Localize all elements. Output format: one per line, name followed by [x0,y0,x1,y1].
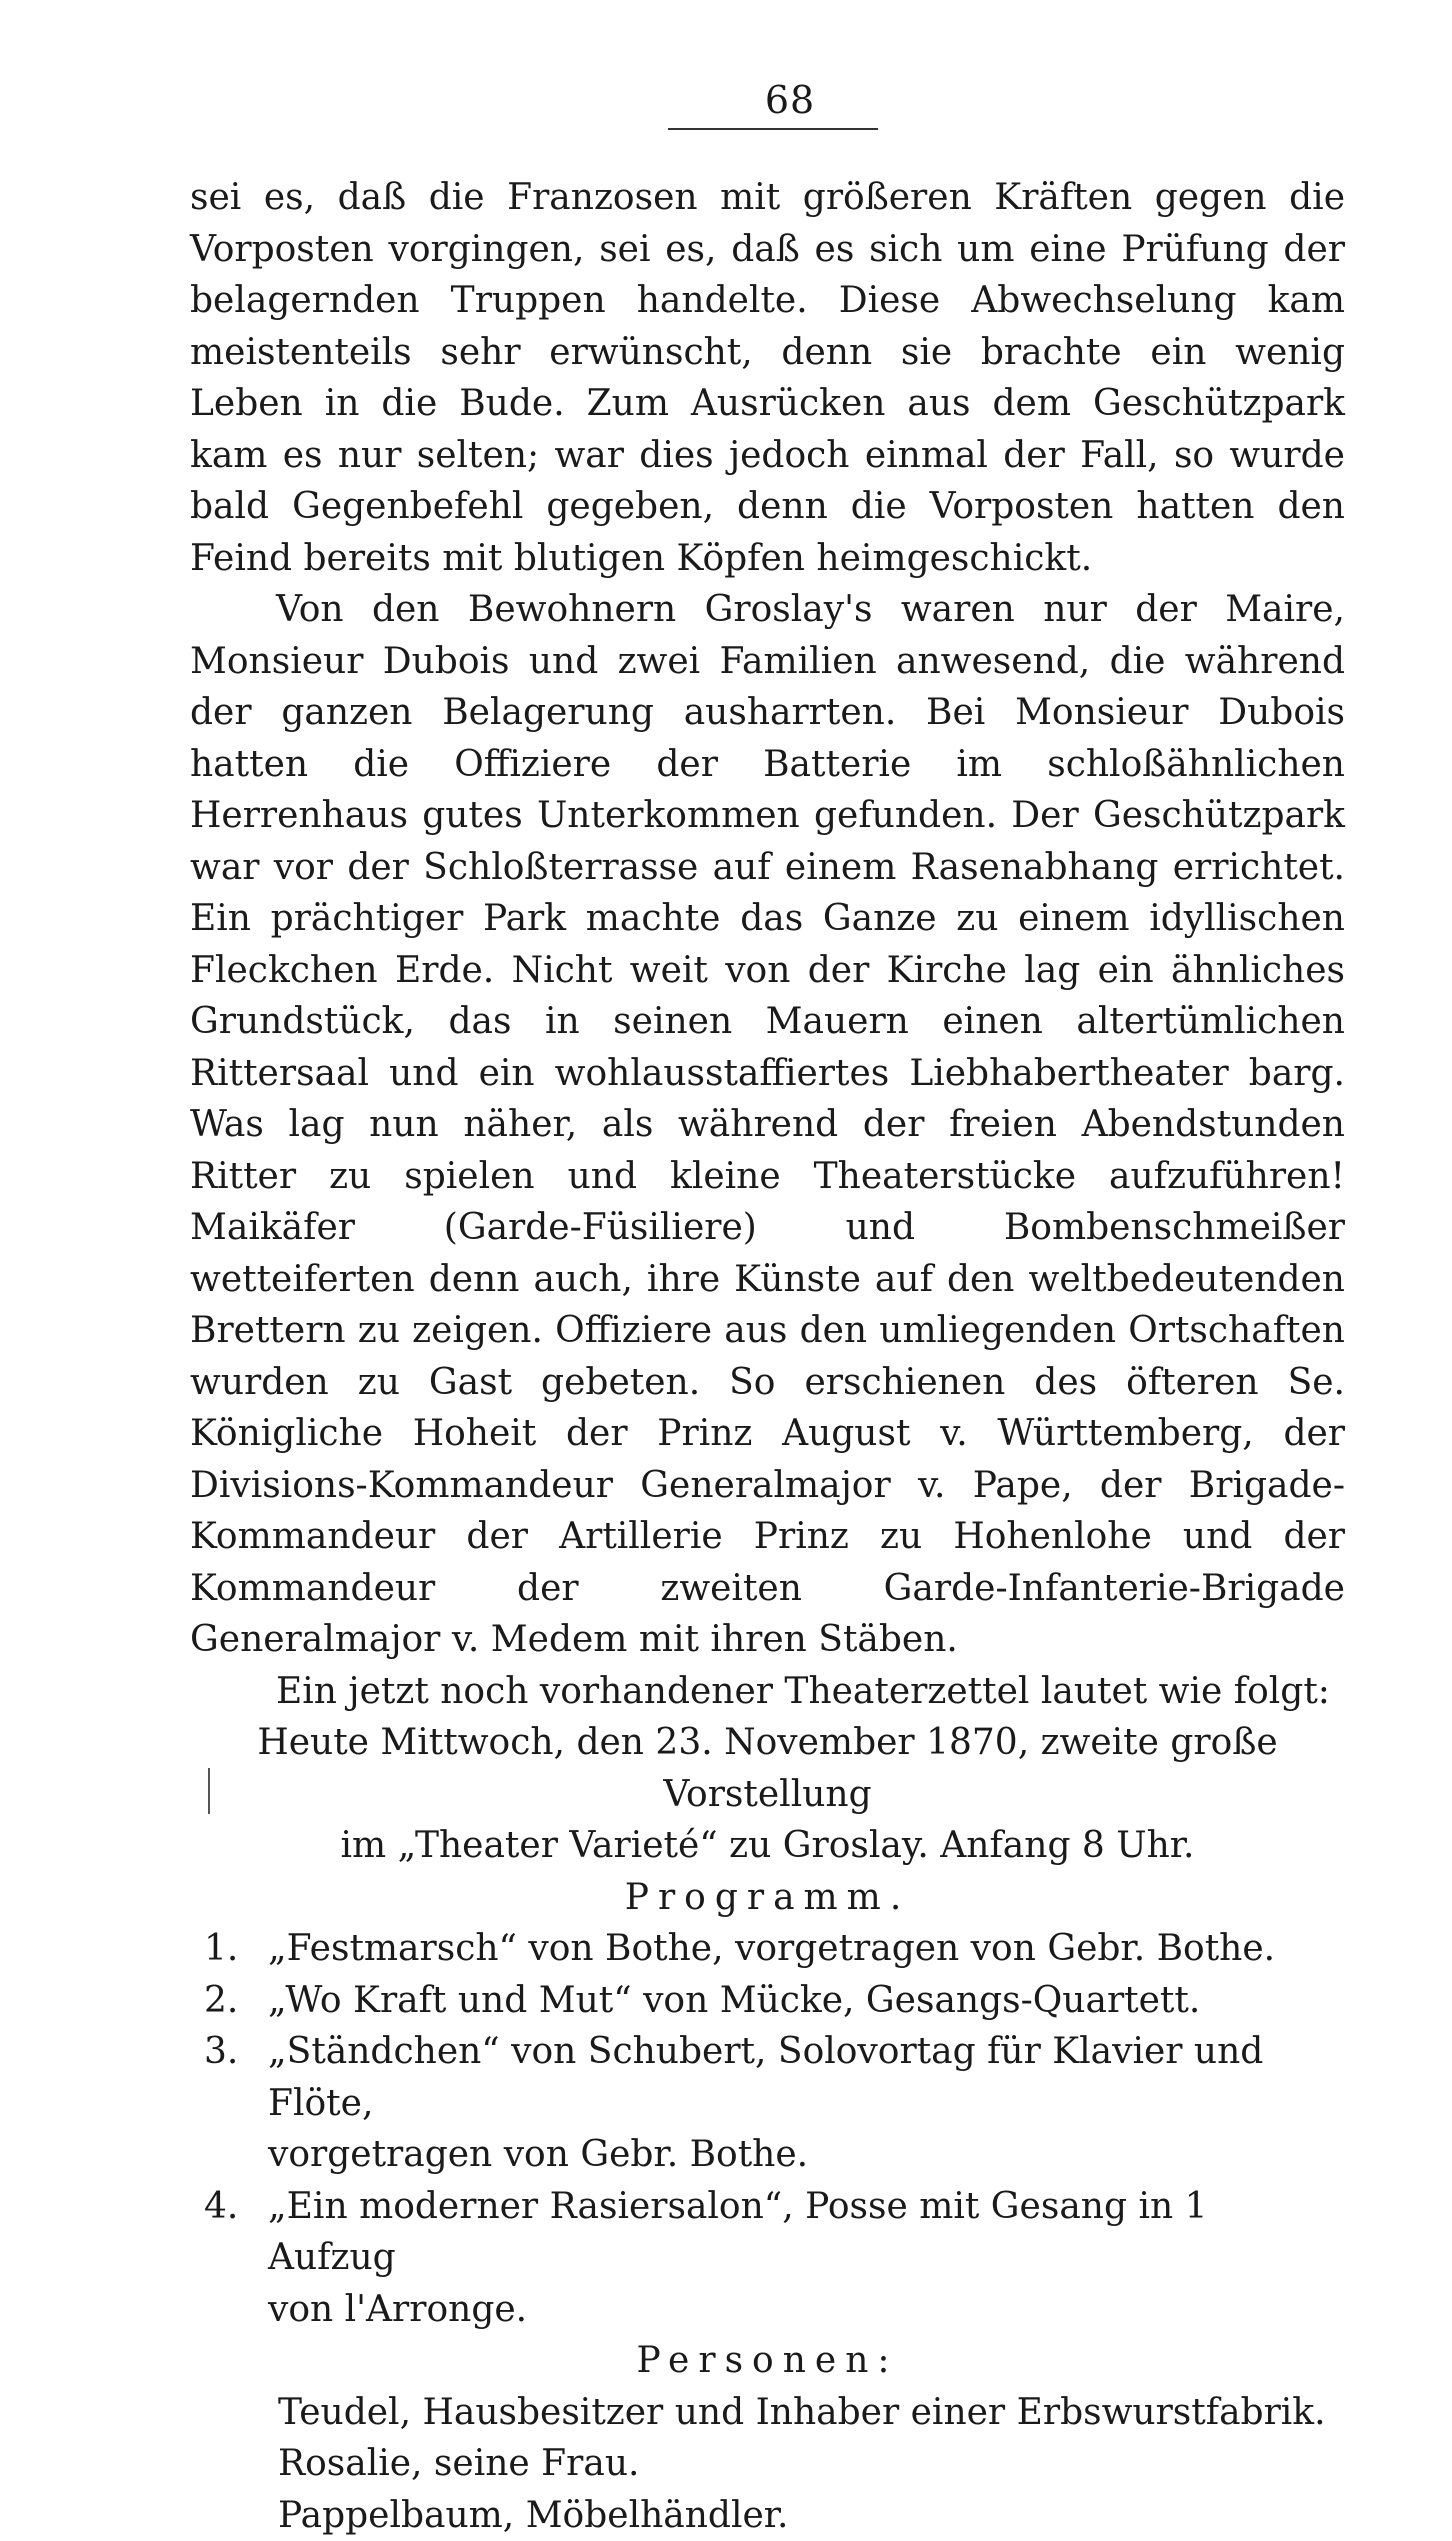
program-item [190,2026,1345,2181]
program-item-continuation: vorgetragen von Gebr. Bothe. [268,2129,1345,2181]
program-item [190,1975,1345,2027]
program-item-text: „Ein moderner Rasiersalon“, Posse mit Gesang in 1 Aufzug [268,2181,1345,2284]
paragraph-3: Ein jetzt noch vorhandener Theaterzettel lautet wie folgt: [190,1666,1345,1718]
program-item-number: 1. [204,1923,238,1975]
program-item-continuation: von l'Arronge. [268,2284,1345,2336]
page-number: 68 [690,78,890,122]
header-rule [668,128,878,130]
person-entry: Pappelbaum, Möbelhändler. [278,2490,1345,2541]
playbill-announcement-line-2: im „Theater Varieté“ zu Groslay. Anfang 8 Uhr. [190,1820,1345,1872]
program-item-number: 4. [204,2181,238,2233]
playbill-announcement-line-1: Heute Mittwoch, den 23. November 1870, zweite große Vorstellung [190,1717,1345,1820]
persons-list [190,2387,1345,2541]
person-entry: Teudel, Hausbesitzer und Inhaber einer Erbswurstfabrik. [278,2387,1345,2439]
page-body [190,172,1345,2541]
paragraph-2: Von den Bewohnern Groslay's waren nur der Maire, Monsieur Dubois und zwei Familien anwesend, die während der ganzen Belagerung ausharrten. Bei Monsieur Dubois hatten die Offiziere der Batterie im schloßähnlichen Herrenhaus gutes Unterkommen gefunden. Der Geschützpark war vor der Schloßterrasse auf einem Rasenabhang errichtet. Ein prächtiger Park machte das Ganze zu einem idyllischen Fleckchen Erde. Nicht weit von der Kirche lag ein ähnliches Grundstück, das in seinen Mauern einen altertümlichen Rittersaal und ein wohlausstaffiertes Liebhabertheater barg. Was lag nun näher, als während der freien Abendstunden Ritter zu spielen und kleine Theaterstücke aufzuführen! Maikäfer (Garde-Füsiliere) und Bombenschmeißer wetteiferten denn auch, ihre Künste auf den weltbedeutenden Brettern zu zeigen. Offiziere aus den umliegenden Ortschaften wurden zu Gast gebeten. So erschienen des öfteren Se. Königliche Hoheit der Prinz August v. Württemberg, der Divisions-Kommandeur Generalmajor v. Pape, der Brigade-Kommandeur der Artillerie Prinz zu Hohenlohe und der Kommandeur der zweiten Garde-Infanterie-Brigade Generalmajor v. Medem mit ihren Stäben. [190,584,1345,1666]
program-item [190,1923,1345,1975]
program-list [190,1923,1345,2335]
program-item [190,2181,1345,2336]
persons-heading: Personen: [190,2335,1345,2387]
program-item-number: 2. [204,1975,238,2027]
program-heading: Programm. [190,1872,1345,1924]
program-item-number: 3. [204,2026,238,2078]
program-item-text: „Ständchen“ von Schubert, Solovortag für Klavier und Flöte, [268,2026,1345,2129]
program-item-text: „Festmarsch“ von Bothe, vorgetragen von Gebr. Bothe. [268,1923,1345,1975]
person-entry: Rosalie, seine Frau. [278,2438,1345,2490]
program-item-text: „Wo Kraft und Mut“ von Mücke, Gesangs-Quartett. [268,1975,1345,2027]
paragraph-1: sei es, daß die Franzosen mit größeren Kräften gegen die Vorposten vorgingen, sei es, daß es sich um eine Prüfung der belagernden Truppen handelte. Diese Abwechselung kam meistenteils sehr erwünscht, denn sie brachte ein wenig Leben in die Bude. Zum Ausrücken aus dem Geschützpark kam es nur selten; war dies jedoch einmal der Fall, so wurde bald Gegenbefehl gegeben, denn die Vorposten hatten den Feind bereits mit blutigen Köpfen heimgeschickt. [190,172,1345,584]
